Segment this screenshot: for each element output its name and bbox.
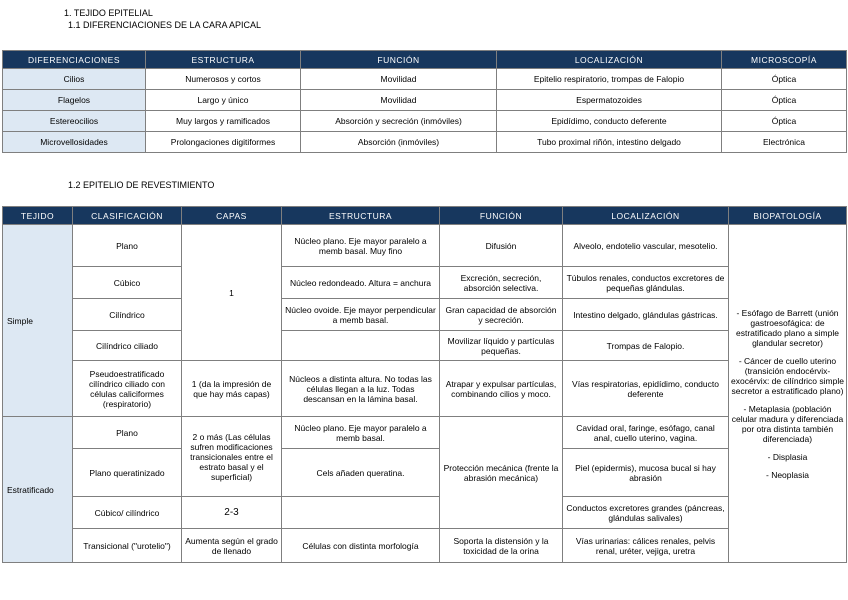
cell: Largo y único [146, 90, 301, 111]
tissue-label-simple: Simple [3, 225, 73, 417]
tissue-label-estratificado: Estratificado [3, 417, 73, 563]
cell: 2-3 [182, 497, 282, 529]
cell [282, 331, 440, 361]
cell: Aumenta según el grado de llenado [182, 529, 282, 563]
col-header: DIFERENCIACIONES [3, 51, 146, 69]
table-row [3, 69, 847, 90]
biopathology-item: - Neoplasia [766, 469, 809, 480]
cell: Vías urinarias: cálices renales, pelvis renal, uréter, vejiga, uretra [563, 529, 729, 563]
table-row [3, 529, 847, 563]
row-label: Cilios [3, 69, 146, 90]
subsection-title-revestimiento: 1.2 EPITELIO DE REVESTIMIENTO [68, 180, 215, 190]
cell: Electrónica [722, 132, 847, 153]
cell: Plano [73, 225, 182, 267]
table-row [3, 299, 847, 331]
cell: 1 (da la impresión de que hay más capas) [182, 361, 282, 417]
cell: Trompas de Falopio. [563, 331, 729, 361]
biopathology-cell [729, 225, 847, 563]
cell-capas-estratificado: 2 o más (Las células sufren modificaciones transicionales entre el estrato basal y el superficial) [182, 417, 282, 497]
col-header: FUNCIÓN [440, 207, 563, 225]
cell: Atrapar y expulsar partículas, combinando cilios y moco. [440, 361, 563, 417]
cell: Cilíndrico ciliado [73, 331, 182, 361]
table-row [3, 417, 847, 449]
table-row [3, 361, 847, 417]
cell: Conductos excretores grandes (páncreas, glándulas salivales) [563, 497, 729, 529]
cell: Soporta la distensión y la toxicidad de la orina [440, 529, 563, 563]
cell: Movilidad [301, 69, 497, 90]
cell [282, 497, 440, 529]
col-header: ESTRUCTURA [146, 51, 301, 69]
cell: Muy largos y ramificados [146, 111, 301, 132]
cell: Excreción, secreción, absorción selectiva. [440, 267, 563, 299]
cell: Epitelio respiratorio, trompas de Falopio [497, 69, 722, 90]
col-header: CAPAS [182, 207, 282, 225]
col-header: CLASIFICACIÓN [73, 207, 182, 225]
col-header: TEJIDO [3, 207, 73, 225]
col-header: LOCALIZACIÓN [563, 207, 729, 225]
cell: Cels añaden queratina. [282, 449, 440, 497]
cell: Tubo proximal riñón, intestino delgado [497, 132, 722, 153]
cell: Difusión [440, 225, 563, 267]
col-header: MICROSCOPÍA [722, 51, 847, 69]
cell: Espermatozoides [497, 90, 722, 111]
table-header-row [3, 207, 847, 225]
row-label: Estereocilios [3, 111, 146, 132]
cell: Movilidad [301, 90, 497, 111]
lining-epithelium-table [2, 206, 847, 563]
cell: Movilizar líquido y partículas pequeñas. [440, 331, 563, 361]
table-row [3, 267, 847, 299]
table-header-row [3, 51, 847, 69]
table-row [3, 225, 847, 267]
biopathology-item: - Cáncer de cuello uterino (transición endocérvix-exocérvix: de cilíndrico simple secretor a estratificado plano) [731, 355, 844, 396]
cell: Núcleos a distinta altura. No todas las células llegan a la luz. Todas descansan en la lámina basal. [282, 361, 440, 417]
cell: Cúbico [73, 267, 182, 299]
table-row [3, 497, 847, 529]
cell: Pseudoestratificado cilíndrico ciliado con células caliciformes (respiratorio) [73, 361, 182, 417]
cell: Piel (epidermis), mucosa bucal si hay abrasión [563, 449, 729, 497]
cell: Óptica [722, 90, 847, 111]
table-row [3, 331, 847, 361]
cell: Túbulos renales, conductos excretores de pequeñas glándulas. [563, 267, 729, 299]
cell: Absorción y secreción (inmóviles) [301, 111, 497, 132]
cell-capas-simple: 1 [182, 225, 282, 361]
cell: Gran capacidad de absorción y secreción. [440, 299, 563, 331]
subsection-title-apical: 1.1 DIFERENCIACIONES DE LA CARA APICAL [68, 20, 262, 30]
cell: Núcleo plano. Eje mayor paralelo a memb basal. [282, 417, 440, 449]
cell: Vías respiratorias, epidídimo, conducto deferente [563, 361, 729, 417]
cell: Cavidad oral, faringe, esófago, canal anal, cuello uterino, vagina. [563, 417, 729, 449]
table-row [3, 449, 847, 497]
cell: Prolongaciones digitiformes [146, 132, 301, 153]
cell: Cilíndrico [73, 299, 182, 331]
cell: Óptica [722, 111, 847, 132]
cell: Cúbico/ cilíndrico [73, 497, 182, 529]
col-header: FUNCIÓN [301, 51, 497, 69]
cell: Intestino delgado, glándulas gástricas. [563, 299, 729, 331]
table-row [3, 111, 847, 132]
cell: Plano [73, 417, 182, 449]
cell: Epidídimo, conducto deferente [497, 111, 722, 132]
cell: Alveolo, endotelio vascular, mesotelio. [563, 225, 729, 267]
col-header: BIOPATOLOGÍA [729, 207, 847, 225]
cell-funcion-estratificado: Protección mecánica (frente la abrasión mecánica) [440, 417, 563, 529]
table-row [3, 90, 847, 111]
cell: Núcleo redondeado. Altura = anchura [282, 267, 440, 299]
biopathology-item: - Displasia [767, 451, 808, 462]
cell: Núcleo plano. Eje mayor paralelo a memb basal. Muy fino [282, 225, 440, 267]
cell: Células con distinta morfología [282, 529, 440, 563]
section-title: 1. TEJIDO EPITELIAL [64, 8, 153, 18]
row-label: Microvellosidades [3, 132, 146, 153]
cell: Núcleo ovoide. Eje mayor perpendicular a memb basal. [282, 299, 440, 331]
biopathology-item: - Metaplasia (población celular madura y diferenciada por otra distinta también diferenciada) [731, 403, 844, 444]
table-row [3, 132, 847, 153]
cell: Óptica [722, 69, 847, 90]
biopathology-item: - Esófago de Barrett (unión gastroesofágica: de estratificado plano a simple glandular secretor) [735, 307, 839, 348]
cell: Plano queratinizado [73, 449, 182, 497]
apical-differentiations-table [2, 50, 847, 153]
col-header: ESTRUCTURA [282, 207, 440, 225]
cell: Absorción (inmóviles) [301, 132, 497, 153]
cell: Numerosos y cortos [146, 69, 301, 90]
cell: Transicional ("urotelio") [73, 529, 182, 563]
row-label: Flagelos [3, 90, 146, 111]
col-header: LOCALIZACIÓN [497, 51, 722, 69]
